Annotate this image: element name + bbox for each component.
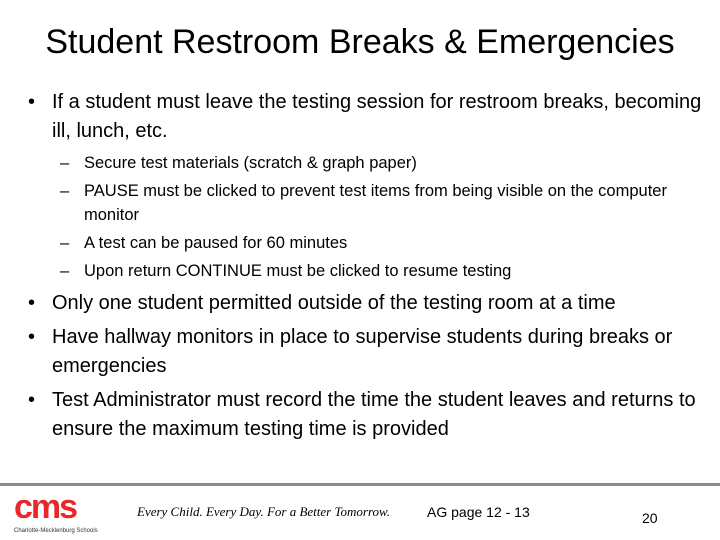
bullet-text: If a student must leave the testing session for restroom breaks, becoming ill, lunch, etc.	[52, 91, 702, 142]
sub-bullet-dash: –	[60, 182, 70, 200]
sub-bullet-text: PAUSE must be clicked to prevent test items from being visible on the computer monitor	[84, 182, 667, 224]
logo-subtext: Charlotte-Mecklenburg Schools	[14, 528, 98, 534]
sub-bullet-text: A test can be paused for 60 minutes	[84, 234, 348, 252]
sub-bullet	[60, 259, 708, 283]
slide-body	[28, 88, 708, 449]
sub-bullet-list	[60, 151, 708, 283]
sub-bullet-text: Upon return CONTINUE must be clicked to resume testing	[84, 262, 512, 280]
bullet	[28, 88, 708, 146]
footer-divider	[0, 483, 720, 486]
bullet-dot: •	[28, 91, 36, 113]
sub-bullet-dash: –	[60, 234, 70, 252]
slide-title: Student Restroom Breaks & Emergencies	[45, 23, 675, 61]
page-reference: AG page 12 - 13	[427, 504, 530, 520]
sub-bullet	[60, 231, 708, 255]
bullet	[28, 386, 708, 444]
bullet-text: Only one student permitted outside of the testing room at a time	[52, 292, 616, 314]
sub-bullet	[60, 179, 708, 227]
bullet-text: Test Administrator must record the time the student leaves and returns to ensure the maximum testing time is provided	[52, 389, 696, 440]
sub-bullet-text: Secure test materials (scratch & graph paper)	[84, 154, 417, 172]
tagline: Every Child. Every Day. For a Better Tomorrow.	[137, 504, 390, 519]
sub-bullet-dash: –	[60, 262, 70, 280]
bullet-dot: •	[28, 326, 36, 348]
bullet-dot: •	[28, 292, 36, 314]
sub-bullet	[60, 151, 708, 175]
sub-bullet-dash: –	[60, 154, 70, 172]
cms-logo	[12, 488, 122, 538]
bullet	[28, 289, 708, 318]
slide-number: 20	[642, 510, 658, 526]
logo-text: cms	[14, 488, 77, 526]
bullet	[28, 323, 708, 381]
bullet-dot: •	[28, 389, 36, 411]
bullet-text: Have hallway monitors in place to supervise students during breaks or emergencies	[52, 326, 673, 377]
